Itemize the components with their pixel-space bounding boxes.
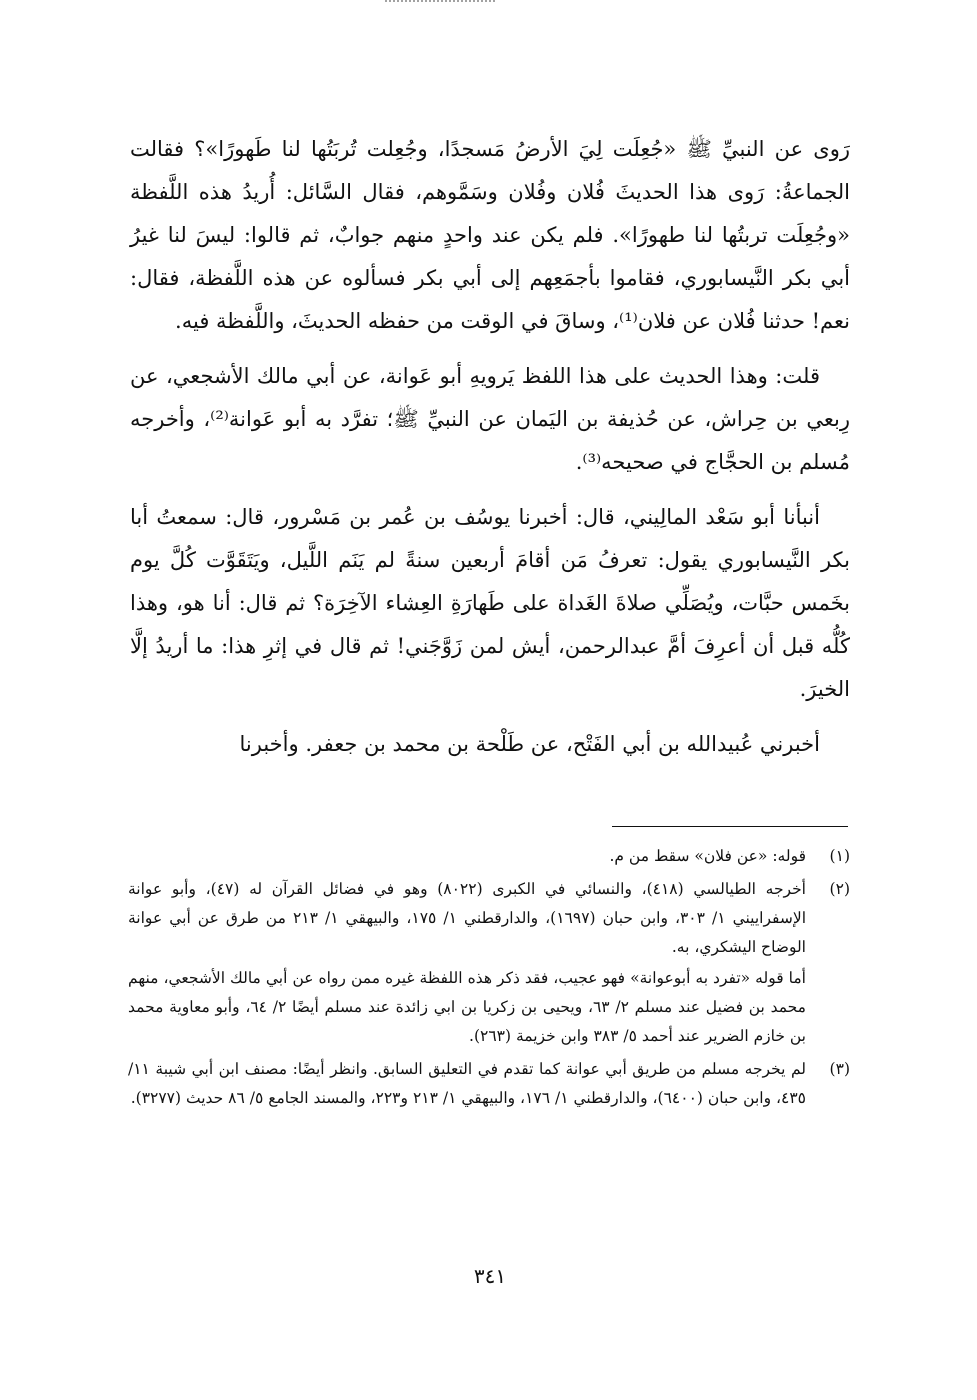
footnote-number: (٢): [829, 880, 850, 898]
footnote-extra-text: أما قوله «تفرد به أبوعوانة» فهو عجيب، فقد ذكر هذه اللفظة غيره ممن رواه عن أبي مالك الأشجعي، منهم محمد بن فضيل عند مسلم ٢/ ٦٣، ويحيى بن زكريا بن ابي زائدة عند مسلم أيضًا ٢/ ٦٤، وأبو معاوية محمد بن خازم الضرير عند أحمد ٥/ ٣٨٣ وابن خزيمة (٢٦٣).: [128, 969, 806, 1045]
footnote-text: لم يخرجه مسلم من طريق أبي عوانة كما تقدم في التعليق السابق. وانظر أيضًا: مصنف ابن أبي شيبة ١١/ ٤٣٥، وابن حبان (٦٤٠٠)، والدارقطني ١/ ١٧٦، والبيهقي ١/ ٢١٣ و٢٢٣، والمسند الجامع ٥/ ٨٦ حديث (٣٢٧٧).: [128, 1060, 806, 1107]
footnote-separator: [612, 826, 848, 827]
footnote-3: [128, 1055, 850, 1113]
paragraph-4: أخبرني عُبيدالله بن أبي الفَتْح، عن طَلْحة بن محمد بن جعفر. وأخبرنا: [239, 732, 820, 756]
footnote-number: (١): [829, 847, 850, 865]
footnote-1: [128, 842, 850, 871]
scan-artifact: [385, 0, 495, 7]
paragraph-3: أنبأنا أبو سَعْد المالِيني، قال: أخبرنا يوسُف بن عُمر بن مَسْرور، قال: سمعتُ أبا بكر النَّيسابوري يقول: تعرفُ مَن أقامَ أربعين سنةً لم يَنَم اللَّيل، ويَتَقَوَّت كُلَّ يوم بخَمس حبَّات، ويُصَلِّي صلاةَ الغَداة على طَهارَةِ العِشاء الآخِرَة؟ ثم قال: أنا هو، وهذا كُلُّه قبل أن أعرِفَ أمَّ عبدالرحمن، أيش لمن زَوَّجَني! ثم قال في إثرِ هذا: ما أريدُ إلَّا الخيرَ.: [130, 505, 850, 701]
paragraph-1: رَوى عن النبيِّ ﷺ «جُعِلَت لِيَ الأرضُ مَسجدًا، وجُعِلت تُربَتُها لنا طَهورًا»؟ فقالت الجماعةُ: رَوى هذا الحديثَ فُلان وفُلان وسَمَّوهم، فقال السَّائل: أُريدُ هذه اللَّفظة «وجُعِلَت تربتُها لنا طهورًا». فلم يكن عند واحدٍ منهم جوابٌ، ثم قالوا: ليسَ لنا غيرُ أبي بكر النَّيسابوري، فقاموا بأجمَعِهم إلى أبي بكر فسألوه عن هذه اللَّفظة، فقال: نعم! حدثنا فُلان عن فلان⁽¹⁾، وساقَ في الوقت من حفظه الحديثَ، واللَّفظة فيه.: [130, 137, 850, 333]
footnote-2: [128, 875, 850, 1051]
footnote-body: [128, 875, 806, 1051]
page-number: ٣٤١: [473, 1264, 507, 1288]
paragraph-2: قلت: وهذا الحديث على هذا اللفظ يَرويهِ أبو عَوانة، عن أبي مالك الأشجعي، عن رِبعي بن حِراش، عن حُذيفة بن اليَمان عن النبيِّ ﷺ؛ تفرَّد به أبو عَوانة⁽²⁾، وأخرجه مُسلم بن الحجَّاج في صحيحه⁽³⁾.: [130, 364, 850, 474]
main-text-body: [130, 128, 850, 778]
footnote-text: أخرجه الطيالسي (٤١٨)، والنسائي في الكبرى (٨٠٢٢) وهو في فضائل القرآن له (٤٧)، وأبو عوانة الإسفراييني ١/ ٣٠٣، وابن حبان (١٦٩٧)، والدارقطني ١/ ١٧٥، والبيهقي ١/ ٢١٣ من طرق عن أبي عوانة الوضاح اليشكري، به.: [128, 880, 806, 956]
footnote-number: (٣): [829, 1060, 850, 1078]
footnote-body: [128, 842, 806, 871]
footnotes-section: [128, 842, 850, 1117]
footnote-body: [128, 1055, 806, 1113]
footnote-text: قوله: «عن فلان» سقط من م.: [609, 847, 806, 865]
